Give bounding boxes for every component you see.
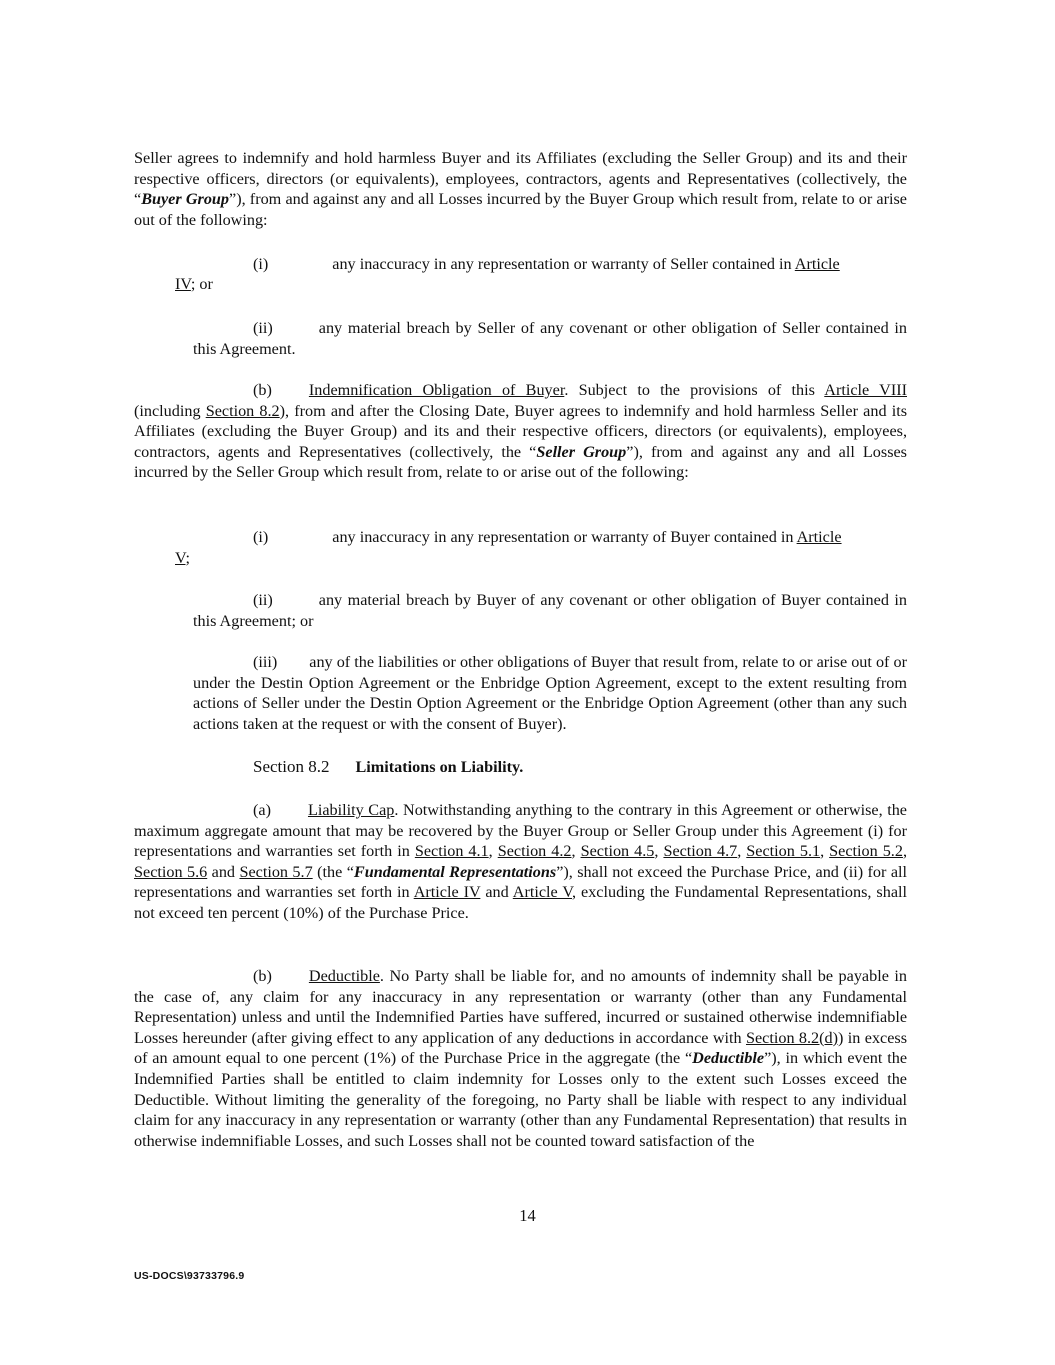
paragraph-text: ), from and after the Closing Date, Buyer agrees to indemnify and hold harmless Seller and its Affiliates (excluding the Buyer Group) and its and their respective officers, directors (or equivalents), employees, contractors, agents and Representatives (collectively, the “ <box>134 401 907 461</box>
paragraph-number: (b) <box>253 381 272 399</box>
paragraph-b-buyer-obligation <box>134 380 907 483</box>
defined-term-deductible: Deductible <box>692 1049 765 1068</box>
paragraph-a-liability-cap: (a) Liability Cap. Notwithstanding anything to the contrary in this Agreement or otherwise, the maximum aggregate amount that may be recovered by the Buyer Group or Seller Group under this Agreement (i) for representations and warranties set forth in Section 4.1, Section 4.2, Section 4.5, Section 4.7, Section 5.1, Section 5.2, Section 5.6 and Section 5.7 (the “Fundamental Representations”), shall not exceed the Purchase Price, and (ii) for all representations and warranties set forth in Article IV and Article V, excluding the Fundamental Representations, shall not exceed ten percent (10%) of the Purchase Price. <box>134 801 908 922</box>
clause-b-i-hang <box>175 548 190 569</box>
intro-text: Seller agrees to indemnify and hold harmless Buyer and its Affiliates (excluding the Seller Group) and its and their respective officers, directors (or equivalents), employees, contractors, agents and Representatives (collectively, the “ <box>134 149 907 209</box>
section-link: Section 4.1 <box>414 842 489 861</box>
paragraph-heading: Indemnification Obligation of Buyer <box>308 381 565 399</box>
paragraph-text: . No Party shall be liable for, and no amounts of indemnity shall be payable in the case of, any claim for any inaccuracy in any representation or warranty (other than any Fundamental Representation) unless and until the Indemnified Parties have suffered, incurred or sustained otherwise indemnifiable Losses hereunder (after giving effect to any application of any deductions in accordance with <box>134 967 907 1047</box>
article-link: Article IV <box>413 883 481 902</box>
section-title: Limitations on Liability. <box>355 758 524 776</box>
section-link: Section 8.2 <box>205 401 280 420</box>
section-link: Section 4.2 <box>497 842 572 861</box>
article-link: V <box>175 549 186 567</box>
clause-b-ii <box>193 590 907 631</box>
intro-text-2: ”), from and against any and all Losses incurred by the Buyer Group which result from, relate to or arise out of the following: <box>134 190 907 229</box>
clause-b-iii <box>193 652 907 734</box>
clause-number: (ii) <box>253 319 273 337</box>
clause-tail: ; <box>185 549 190 567</box>
paragraph-number: (a) <box>253 801 271 819</box>
paragraph-text: ”), from and against any and all Losses incurred by the Seller Group which result from, relate to or arise out of the following: <box>134 442 907 482</box>
section-link: Section 8.2(d) <box>745 1028 839 1047</box>
clause-text: any material breach by Buyer of any covenant or other obligation of Buyer contained in this Agreement; or <box>193 591 907 630</box>
paragraph-number: (b) <box>253 967 272 985</box>
clause-text: any inaccuracy in any representation or warranty of Buyer contained in <box>332 528 797 546</box>
defined-term-seller-group: Seller Group <box>536 442 627 461</box>
document-id-footer: US-DOCS\93733796.9 <box>134 1270 245 1282</box>
article-link: Article <box>796 528 842 546</box>
section-link: Section 5.2 <box>829 842 903 861</box>
article-link: Article VIII <box>824 381 907 399</box>
clause-number: (iii) <box>253 653 278 671</box>
defined-term-fundamental-representations: Fundamental Representations <box>353 862 557 881</box>
section-link: Section 4.7 <box>663 842 738 861</box>
section-link: Section 5.7 <box>239 862 313 881</box>
defined-term-buyer-group: Buyer Group <box>141 190 230 209</box>
clause-a-i <box>253 254 907 275</box>
section-number: Section 8.2 <box>253 757 330 776</box>
paragraph-text: . Notwithstanding anything to the contrary in this Agreement or otherwise, the maximum aggregate amount that may be recovered by the Buyer Group or Seller Group under this Agreement (i) for representations and warranties set forth in <box>134 801 907 861</box>
clause-text: any of the liabilities or other obligations of Buyer that result from, relate to or arise out of or under the Destin Option Agreement or the Enbridge Option Agreement, except to the extent resulting from actions of Seller under the Destin Option Agreement or the Enbridge Option Agreement (other than any such actions taken at the request or with the consent of Buyer). <box>193 653 907 733</box>
clause-a-ii <box>193 318 907 359</box>
clause-b-i <box>253 527 907 548</box>
clause-text: any material breach by Seller of any covenant or other obligation of Seller contained in this Agreement. <box>193 319 907 358</box>
paragraph-text: (including <box>134 401 206 420</box>
intro-paragraph <box>134 148 907 230</box>
clause-a-i-hang <box>175 274 213 295</box>
article-link: Article <box>794 255 840 273</box>
section-link: Section 4.5 <box>580 842 655 861</box>
page-number: 14 <box>519 1206 536 1225</box>
article-link: IV <box>175 275 191 293</box>
paragraph-b-deductible <box>134 966 907 1151</box>
paragraph-text: ”), in which event the Indemnified Parties shall be entitled to claim indemnity for Losses only to the extent such Losses exceed the Deductible. Without limiting the generality of the foregoing, no Party shall be liable with respect to any individual claim for any inaccuracy in any representation or warranty (other than any Fundamental Representation) that results in otherwise indemnifiable Losses, and such Losses shall not be counted toward satisfaction of the <box>134 1049 908 1150</box>
paragraph-heading: Liability Cap <box>307 801 395 819</box>
section-heading <box>253 756 523 778</box>
paragraph-text: ”), shall not exceed the Purchase Price, and (ii) for all representations and warranties set forth in <box>134 862 907 902</box>
article-link: Article V <box>512 883 573 902</box>
clause-number: (i) <box>253 255 269 273</box>
clause-text: any inaccuracy in any representation or warranty of Seller contained in <box>332 255 795 273</box>
clause-tail: ; or <box>190 275 213 293</box>
clause-number: (i) <box>253 528 269 546</box>
paragraph-text: , excluding the Fundamental Representations, shall not exceed ten percent (10%) of the Purchase Price. <box>134 883 908 922</box>
paragraph-text: ) in excess of an amount equal to one percent (1%) of the Purchase Price in the aggregate (the “ <box>134 1028 908 1068</box>
clause-number: (ii) <box>253 591 273 609</box>
paragraph-heading: Deductible <box>308 967 380 985</box>
paragraph-text: . Subject to the provisions of this <box>564 381 825 399</box>
paragraph-text: (the “ <box>312 862 354 881</box>
section-link: Section 5.1 <box>746 842 821 861</box>
section-link: Section 5.6 <box>134 862 208 881</box>
